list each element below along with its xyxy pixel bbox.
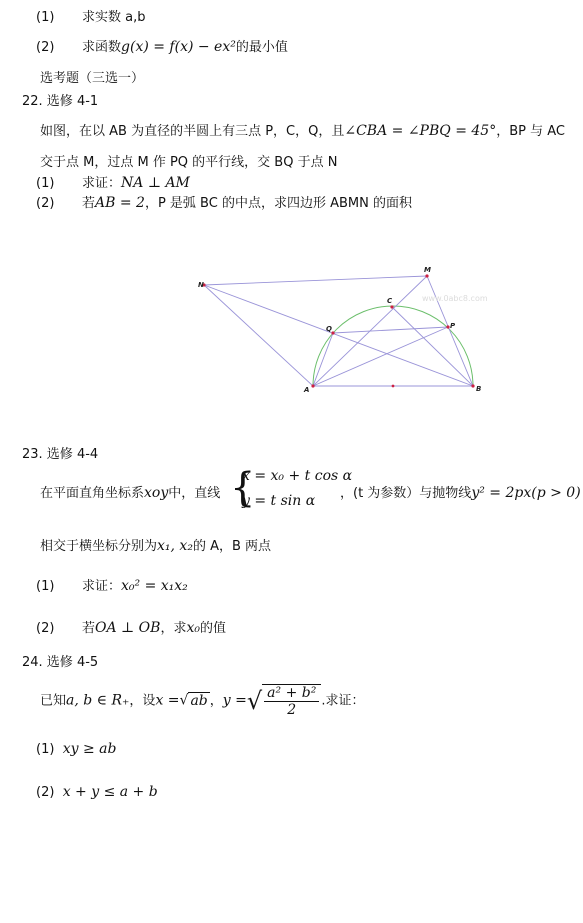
q22-part1 [36,172,190,191]
part-number: (2) [36,621,55,636]
formula: x₀² = x₁x₂ [121,578,188,594]
q22-title: 22. 选修 4-1 [22,94,99,109]
point-center [392,385,395,388]
q24-part1 [36,741,116,757]
variable: x₀ [186,620,200,636]
label-n: N [198,281,204,289]
q23-stem-line2 [40,535,271,554]
stem-text: 的 A，B 两点 [192,539,272,554]
q23-part2 [36,617,226,636]
q22-stem-line1 [40,120,565,139]
x-definition: x = [155,692,180,709]
part-text: 若 [82,196,96,211]
q21-part2 [36,36,288,55]
stem-text: 已知 [40,693,67,709]
watermark: www.0abc8.com [422,294,488,303]
condition: a, b ∈ R₊ [66,692,130,709]
stem-text: ， [209,693,223,709]
formula: xy ≥ ab [62,741,117,757]
part-text: 若 [82,621,96,636]
q23-title: 23. 选修 4-4 [22,447,99,462]
label-b: B [476,385,482,393]
stem-text: 如图，在以 AB 为直径的半圆上有三点 P，C，Q，且 [40,124,345,139]
fraction-denominator: 2 [287,702,297,718]
left-brace: { [230,465,256,511]
parabola-eq: y² = 2px(p > 0) [471,485,581,501]
radical-sign: √ [246,687,263,715]
part-text: 求证： [82,176,122,191]
q22-part2 [36,192,412,211]
q23-stem-post [340,482,581,501]
label-p: P [450,322,456,330]
part-number: (1) [36,176,55,191]
formula: x + y ≤ a + b [62,784,158,800]
segment-aq [313,333,333,386]
part-text: 求实数 a,b [82,10,146,25]
segment-bm [427,276,473,386]
q22-stem-line2: 交于点 M，过点 M 作 PQ 的平行线，交 BQ 于点 N [40,155,338,170]
geometry-figure [190,260,490,400]
radical-sign: √ [179,692,189,709]
stem-text: 中，直线 [168,486,221,501]
part-number: (1) [36,742,55,757]
point-b [471,384,474,387]
fraction-numerator: a² + b² [264,685,319,702]
part-number: (2) [36,196,55,211]
elective-header: 选考题（三选一） [40,71,145,86]
x-radicand: ab [190,692,208,709]
stem-text: .求证： [321,693,365,709]
label-a: A [304,386,310,394]
semicircle-arc [313,306,473,386]
segment-na [204,285,313,386]
part-text: ，求 [160,621,187,636]
formula: OA ⊥ OB [95,620,161,636]
param-eq-x: x = x₀ + t cos α [242,468,353,484]
part-number: (2) [36,785,55,800]
q23-part1 [36,575,188,594]
segment-ap [313,327,448,386]
stem-text: 相交于横坐标分别为 [40,539,158,554]
q24-part2 [36,784,158,800]
formula: x₁, x₂ [157,538,193,554]
q21-part1 [36,6,145,25]
angle-condition: ∠CBA = ∠PBQ = 45° [344,123,497,139]
stem-text: ，BP 与 AC [496,124,565,139]
part-text: ，P 是弧 BC 的中点，求四边形 ABMN 的面积 [144,196,412,211]
y-radicand [262,684,321,718]
label-q: Q [326,325,332,333]
stem-text: ，(t 为参数）与抛物线 [340,486,472,501]
part-number: (1) [36,579,55,594]
part-number: (2) [36,40,55,55]
label-c: C [387,297,393,305]
point-c [390,305,393,308]
segment-nm [204,276,427,285]
q24-title: 24. 选修 4-5 [22,655,99,670]
part-text: 的值 [199,621,226,636]
param-eq-y: y = t sin α [242,493,316,509]
coordinate-system: xoy [144,485,169,501]
point-m [425,274,428,277]
point-a [311,384,314,387]
part-text-pre: 求函数 [82,40,122,55]
part-text-post: 的最小值 [235,40,288,55]
part-number: (1) [36,10,55,25]
formula: AB = 2 [95,195,145,211]
stem-text: ，设 [129,693,156,709]
q23-stem-pre [40,482,220,501]
stem-text: 在平面直角坐标系 [40,486,145,501]
y-definition: y = [222,692,247,709]
formula: NA ⊥ AM [121,175,190,191]
part-text: 求证： [82,579,122,594]
formula: g(x) = f(x) − ex² [121,39,236,55]
q24-stem [40,684,364,718]
segment-qp [333,327,448,333]
label-m: M [424,266,431,274]
